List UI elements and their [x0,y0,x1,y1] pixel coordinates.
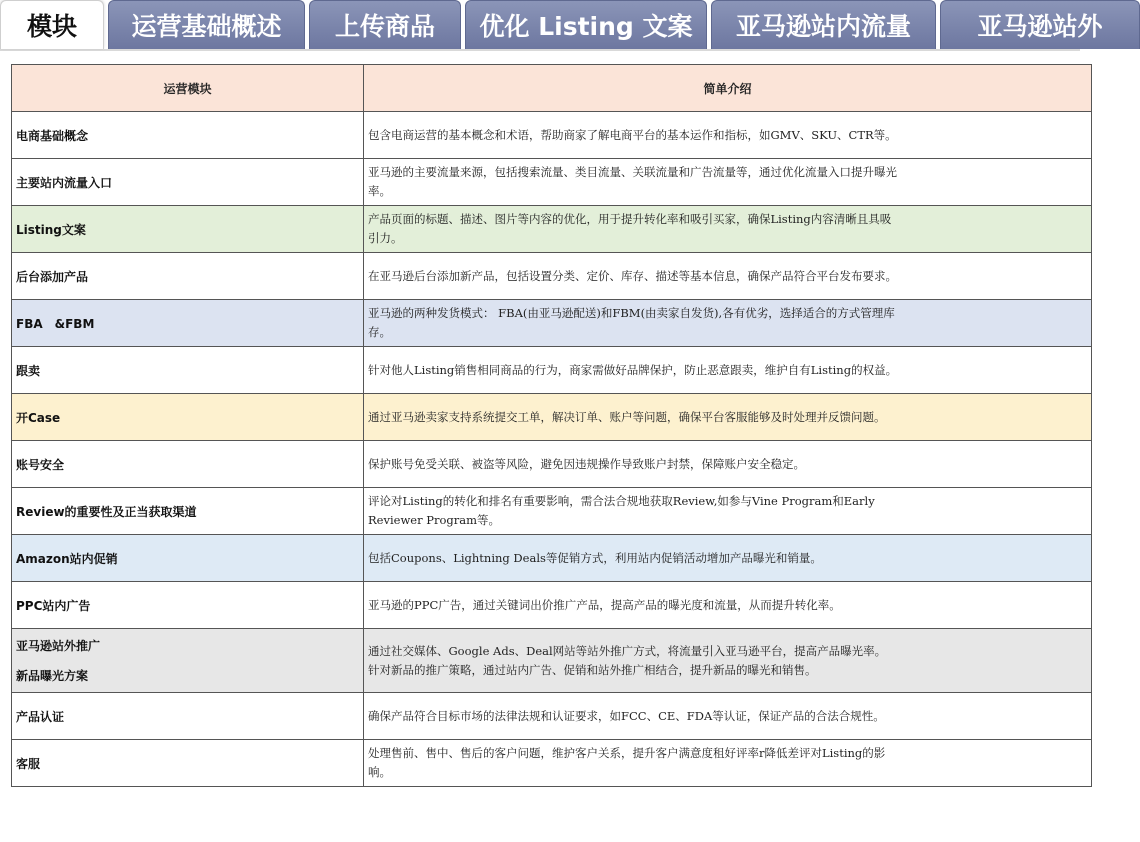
module-cell: 跟卖 [12,347,364,394]
table-row [12,740,1092,787]
operations-module-table [11,64,1092,787]
table-row [12,441,1092,488]
intro-cell [364,159,1092,206]
intro-cell [364,347,1092,394]
table-row-merged [12,629,1092,693]
intro-cell [364,582,1092,629]
table-row [12,347,1092,394]
table-row [12,394,1092,441]
intro-text: 针对他人Listing销售相同商品的行为，商家需做好品牌保护，防止恶意跟卖，维护自有Listing的权益。 [368,362,898,377]
module-cell: 主要站内流量入口 [12,159,364,206]
module-cell: 电商基础概念 [12,112,364,159]
module-offsite-label: 亚马逊站外推广 [16,638,101,653]
tab-amazon-offsite[interactable]: 亚马逊站外 [940,0,1140,49]
module-cell [12,629,364,693]
tab-bar [0,0,1103,51]
intro-cell [364,206,1092,253]
intro-cell [364,488,1092,535]
intro-cell [364,112,1092,159]
module-cell: Review的重要性及正当获取渠道 [12,488,364,535]
table-row [12,159,1092,206]
intro-cell [364,693,1092,740]
module-cell: 账号安全 [12,441,364,488]
tab-optimize-listing[interactable]: 优化 Listing 文案 [465,0,707,49]
intro-text: 确保产品符合目标市场的法律法规和认证要求，如FCC、CE、FDA等认证，保证产品的合法合规性。 [368,708,885,723]
module-cell: Listing文案 [12,206,364,253]
tab-operations-basics[interactable]: 运营基础概述 [108,0,305,49]
module-new-product-label: 新品曝光方案 [16,668,89,683]
intro-text: 包含电商运营的基本概念和术语，帮助商家了解电商平台的基本运作和指标，如GMV、SKU、CTR等。 [368,127,897,142]
tab-module[interactable]: 模块 [0,0,104,49]
table-row [12,300,1092,347]
module-cell: FBA &FBM [12,300,364,347]
table-row [12,693,1092,740]
table-row [12,582,1092,629]
header-intro: 简单介绍 [364,65,1092,112]
intro-cell [364,629,1092,693]
intro-cell [364,394,1092,441]
intro-cell [364,441,1092,488]
intro-cell [364,740,1092,787]
table-row [12,488,1092,535]
intro-text: 在亚马逊后台添加新产品，包括设置分类、定价、库存、描述等基本信息，确保产品符合平台发布要求。 [368,268,897,283]
module-cell: 后台添加产品 [12,253,364,300]
intro-offsite-text: 通过社交媒体、Google Ads、Deal网站等站外推广方式，将流量引入亚马逊平台，提高产品曝光率。 [368,643,887,658]
table-row [12,206,1092,253]
module-cell: 开Case [12,394,364,441]
intro-cell [364,253,1092,300]
intro-cell [364,535,1092,582]
tab-divider [0,49,1080,51]
tab-amazon-onsite-traffic[interactable]: 亚马逊站内流量 [711,0,936,49]
module-cell: 客服 [12,740,364,787]
intro-text: 产品页面的标题、描述、图片等内容的优化，用于提升转化率和吸引买家，确保Listing内容清晰且具吸引力。 [368,212,892,245]
intro-text: 评论对Listing的转化和排名有重要影响，需合法合规地获取Review,如参与Vine Program和Early Reviewer Program等。 [368,494,875,527]
intro-cell [364,300,1092,347]
table-row [12,112,1092,159]
header-module: 运营模块 [12,65,364,112]
intro-text: 亚马逊的PPC广告，通过关键词出价推广产品，提高产品的曝光度和流量，从而提升转化率。 [368,597,841,612]
intro-new-product-text: 针对新品的推广策略，通过站内广告、促销和站外推广相结合，提升新品的曝光和销售。 [368,662,817,677]
table-row [12,253,1092,300]
module-cell: 产品认证 [12,693,364,740]
intro-text: 亚马逊的主要流量来源，包括搜索流量、类目流量、关联流量和广告流量等，通过优化流量入口提升曝光率。 [368,165,897,198]
intro-text: 通过亚马逊卖家支持系统提交工单，解决订单、账户等问题，确保平台客服能够及时处理并反馈问题。 [368,409,886,424]
module-cell: Amazon站内促销 [12,535,364,582]
tab-upload-products[interactable]: 上传商品 [309,0,461,49]
intro-text: 处理售前、售中、售后的客户问题，维护客户关系，提升客户满意度租好评率r降低差评对Listing的影响。 [368,746,886,779]
intro-text: 包括Coupons、Lightning Deals等促销方式，利用站内促销活动增加产品曝光和销量。 [368,550,822,565]
intro-text: 保护账号免受关联、被盗等风险，避免因违规操作导致账户封禁，保障账户安全稳定。 [368,456,805,471]
intro-text: 亚马逊的两种发货模式： FBA(由亚马逊配送)和FBM(由卖家自发货),各有优劣，选择适合的方式管理库存。 [368,306,895,339]
table-row [12,535,1092,582]
module-cell: PPC站内广告 [12,582,364,629]
